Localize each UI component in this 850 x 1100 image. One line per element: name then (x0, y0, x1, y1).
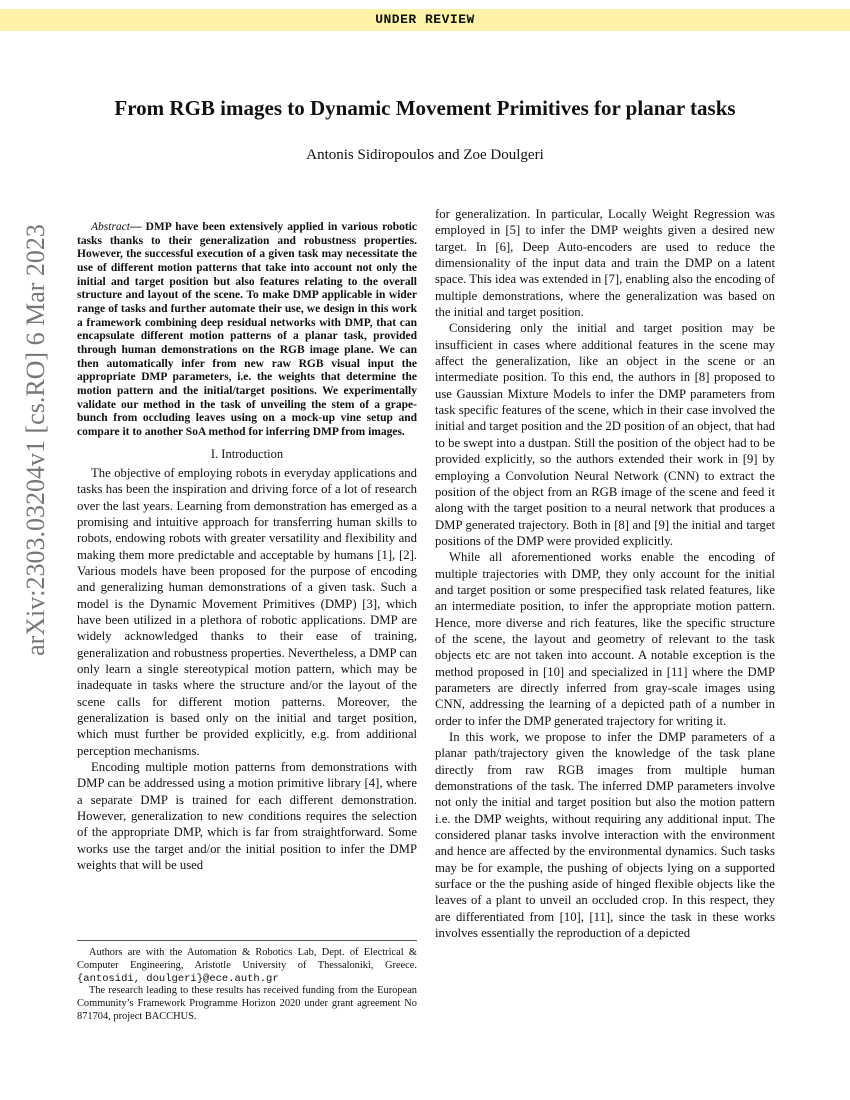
footnotes (77, 940, 417, 1024)
abstract-label: Abstract (91, 221, 130, 233)
body-paragraph: While all aforementioned works enable the encoding of multiple trajectories with DMP, they only account for the initial and target position or some prespecified task related features, like an intermediate position, to infer the appropriate motion pattern. Hence, more diverse and rich features, like the specific structure of the scene, the layout and geometry of relevant to the task objects etc are not taken into account. A notable exception is the method proposed in [10] and specialized in [11] where the DMP parameters are directly inferred from gray-scale images using CNN, addressing the learning of a depicted path of a number in order to infer the DMP generated trajectory for writing it. (435, 550, 775, 728)
footnote-funding: The research leading to these results has received funding from the European Community’s Framework Programme Horizon 2020 under grant agreement No 871704, project BACCHUS. (77, 985, 417, 1022)
abstract-text: — DMP have been extensively applied in various robotic tasks thanks to their generalization and robustness properties. However, the successful execution of a given task may necessitate the use of different motion patterns that take into account not only the initial and target position but also features relating to the overall structure and layout of the scene. To make DMP applicable in wider range of tasks and further automate their use, we design in this work a framework combining deep residual networks with DMP, that can encapsulate different motion patterns of a planar task, provided through human demonstrations on the RGB image plane. We can then automatically infer from new raw RGB visual input the appropriate DMP parameters, i.e. the weights that determine the motion pattern and the initial/target positions. We experimentally validate our method in the task of unveiling the stem of a grape-bunch from occluding leaves using on a mock-up vine setup and compare it to another SoA method for inferring DMP from images. (77, 221, 417, 438)
footnote-affiliation: Authors are with the Automation & Robotics Lab, Dept. of Electrical & Computer Engineering, Aristotle University of Thessaloniki, Greece. {antosidi, doulgeri}@ece.auth.gr (77, 947, 417, 985)
body-paragraph: In this work, we propose to infer the DMP parameters of a planar path/trajectory given the knowledge of the task plane directly from raw RGB images from multiple human demonstrations of the task. The inferred DMP parameters involve not only the initial and target position but also the motion pattern i.e. the DMP weights, without requiring any additional input. The considered planar tasks involve interaction with the environment and hence are affected by the environmental dynamics. Such tasks may be for example, the pushing of objects lying on a supported surface or the the pushing aside of hinged flexible objects like the leaves of a plant to unveil an occluded crop. In this respect, they are differentiated from [10], [11], since the task in these works involves essentially the reproduction of a depicted (435, 730, 775, 941)
body-paragraph: Considering only the initial and target position may be insufficient in cases where additional features in the scene may affect the generalization, like an object in the scene or an intermediate position. To this end, the authors in [8] proposed to use Gaussian Mixture Models to infer the DMP parameters from task specific features of the scene, which in their case involved the initial and target position and the 2D position of an object, that had to be swept into a dustpan. Still the position of the object had to be provided explicitly, so the authors extended their work in [9] by employing a Convolution Neural Network (CNN) to extract the position of the object from an RGB image of the scene and feed it along with the target position to a neural network that produces a DMP generated trajectory. Both in [8] and [9] the initial and target positions of the DMP were provided explicitly. (435, 321, 775, 548)
review-banner: UNDER REVIEW (0, 9, 850, 31)
intro-paragraph: Encoding multiple motion patterns from demonstrations with DMP can be addressed using a motion primitive library [4], where a separate DMP is trained for each different demonstration. However, generalization to new conditions requires the selection of the appropriate DMP, which is far from straightforward. Some works use the target and/or the initial position to infer the DMP weights that will be used (77, 760, 417, 873)
arxiv-identifier: arXiv:2303.03204v1 [cs.RO] 6 Mar 2023 (21, 224, 50, 656)
paper-title: From RGB images to Dynamic Movement Primitives for planar tasks (114, 96, 736, 120)
author-email-link[interactable]: {antosidi, doulgeri}@ece.auth.gr (77, 972, 279, 985)
paper-authors: Antonis Sidiropoulos and Zoe Doulgeri (306, 147, 544, 163)
abstract (77, 221, 417, 440)
body-paragraph: for generalization. In particular, Locally Weight Regression was employed in [5] to infer the DMP weights given a desired new target. In [6], Deep Auto-encoders are used to reduce the dimensionality of the input data and train the DMP on a latent space. This idea was extended in [7], enabling also the encoding of multiple demonstrations, where the generalization was based on the initial and target position. (435, 207, 775, 320)
right-column (435, 206, 775, 941)
left-column (77, 221, 417, 873)
intro-paragraph: The objective of employing robots in everyday applications and tasks has been the inspiration and driving force of a lot of research over the last years. Learning from demonstration has emerged as a promising and intuitive approach for transferring human skills to robots, endowing robots with greater versatility and flexibility and making them more predictable and acceptable by humans [1], [2]. Various models have been proposed for the purpose of encoding and generalizing human demonstrations of a given task. Such a model is the Dynamic Movement Primitives (DMP) [3], which have been utilized in a plethora of robotic applications. DMP are widely acknowledged thanks to their ease of training, generalization and robustness properties. Nevertheless, a DMP can only learn a single stereotypical motion pattern, which may be inadequate in tasks where the structure and/or the layout of the scene calls for different motion patterns. Moreover, the generalization is based only on the initial and target position, which must further be provided explicitly, e.g. from additional perception mechanisms. (77, 465, 417, 758)
section-heading-introduction: I. Introduction (210, 446, 284, 461)
